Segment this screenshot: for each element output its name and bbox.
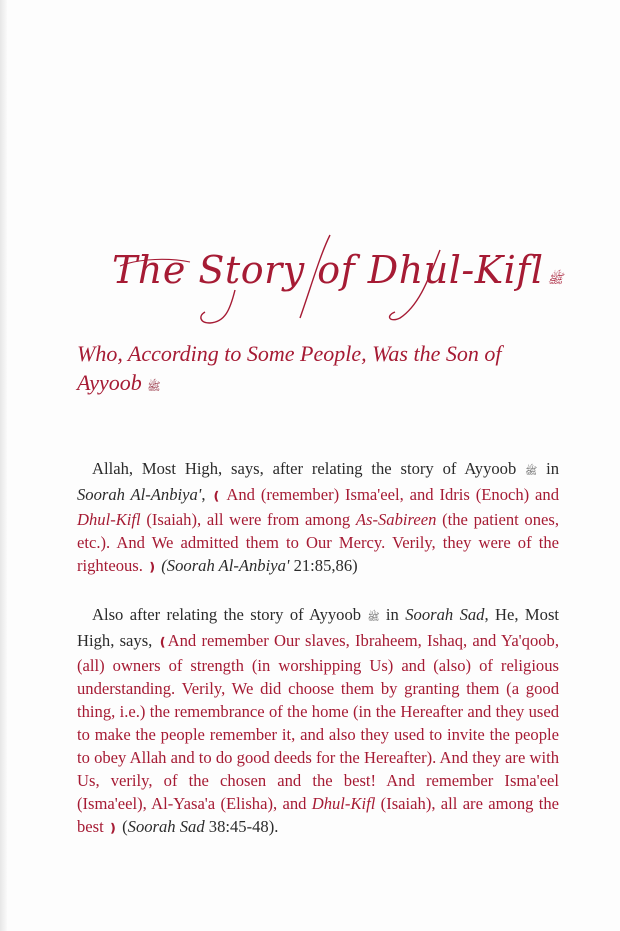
quran-open-bracket: ❪ bbox=[157, 635, 168, 649]
peace-be-upon-him-glyph: ﷺ bbox=[547, 272, 564, 287]
quran-quote-name: Dhul-Kifl bbox=[77, 510, 141, 529]
chapter-subtitle-text: Who, According to Some People, Was the Son of Ayyoob bbox=[77, 341, 502, 395]
quran-quote: (Isaiah), all are among the best bbox=[77, 794, 559, 836]
quran-quote-name: Dhul-Kifl bbox=[311, 794, 376, 813]
quran-quote-name: As-Sabireen bbox=[355, 510, 437, 529]
page-binding-edge bbox=[0, 0, 7, 931]
chapter-subtitle bbox=[77, 339, 567, 401]
peace-be-upon-him-glyph: ﷺ bbox=[367, 612, 380, 623]
quran-open-bracket: ❪ bbox=[211, 489, 222, 503]
verse-reference: 38:45-48). bbox=[204, 817, 279, 836]
chapter-title-text: The Story of Dhul-Kifl bbox=[112, 248, 544, 292]
text-run: Allah, Most High, says, after relating the story of Ayyoob bbox=[92, 459, 517, 478]
chapter-title bbox=[112, 248, 563, 292]
quran-close-bracket: ❫ bbox=[147, 560, 158, 574]
surah-reference: (Soorah Al-Anbiya' bbox=[161, 556, 290, 575]
quran-close-bracket: ❫ bbox=[107, 821, 118, 835]
surah-name: Soorah Sad bbox=[405, 605, 485, 624]
text-run: , He, Most High, says, bbox=[77, 605, 560, 650]
quran-quote: And (remember) Isma'eel, and Idris (Enoch) and bbox=[226, 485, 560, 504]
surah-reference: Soorah Sad bbox=[127, 817, 205, 836]
quran-quote: (the patient ones, etc.). And We admitted them to Our Mercy. Verily, they were of the righteous. bbox=[77, 510, 559, 575]
text-run: ( bbox=[117, 817, 128, 836]
text-run: in bbox=[379, 605, 406, 624]
peace-be-upon-him-glyph: ﷺ bbox=[525, 466, 538, 477]
paragraph-1 bbox=[77, 457, 559, 579]
text-run: Also after relating the story of Ayyoob bbox=[92, 605, 362, 624]
peace-be-upon-him-glyph: ﷺ bbox=[147, 380, 161, 393]
text-run: , bbox=[201, 485, 212, 504]
quran-quote: And remember Our slaves, Ibraheem, Ishaq, and Ya'qoob, (all) owners of strength (in worshipping Us) and (also) of religious understanding. Verily, We did choose them by granting them (a good thing, i.e.) the remembrance of the home (in the Hereafter and they used to make the people remember it, and also they used to invite the people to obey Allah and to do good deeds for the Hereafter). And they are with Us, verily, of the chosen and the best! And remember Isma'eel (Isma'eel), Al-Yasa'a (Elisha), and bbox=[77, 631, 560, 813]
quran-quote: (Isaiah), all were from among bbox=[140, 510, 356, 529]
paragraph-2 bbox=[77, 603, 559, 840]
surah-name: Soorah Al-Anbiya' bbox=[77, 485, 202, 504]
verse-reference: 21:85,86) bbox=[289, 556, 358, 575]
text-run: in bbox=[537, 459, 559, 478]
chapter-title-block bbox=[100, 230, 564, 325]
